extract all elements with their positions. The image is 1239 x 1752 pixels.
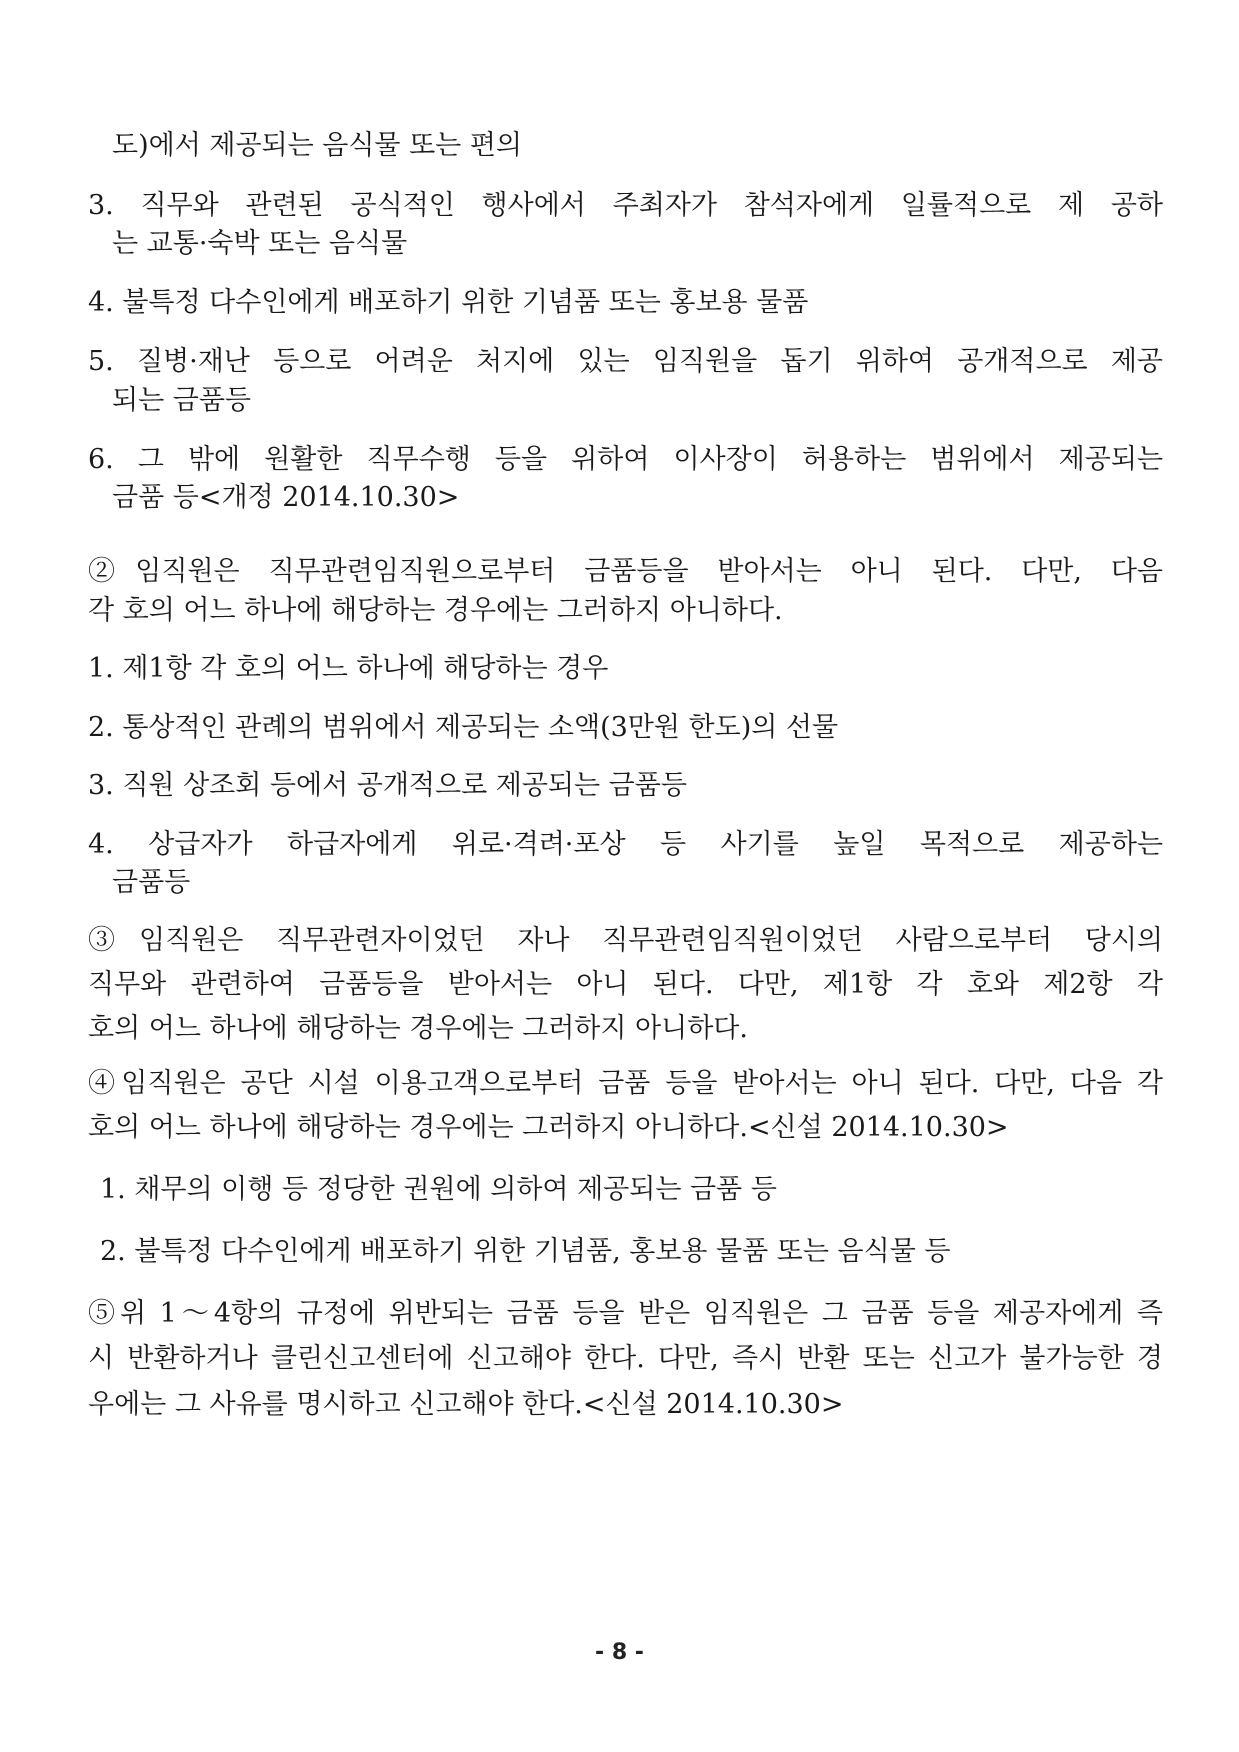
- paragraph-5: ⑤위 1～4항의 규정에 위반되는 금품 등을 받은 임직원은 그 금품 등을 제공자에게 즉: [88, 1298, 1163, 1329]
- list-item-4-2: 2. 불특정 다수인에게 배포하기 위한 기념품, 홍보용 물품 또는 음식물 등: [100, 1236, 951, 1267]
- text-line: 금품등: [112, 867, 191, 898]
- paragraph-2: ②임직원은 직무관련임직원으로부터 금품등을 받아서는 아니 된다. 다만, 다음: [88, 556, 1163, 587]
- text-line: 는 교통·숙박 또는 음식물: [112, 228, 408, 259]
- text-line: 도)에서 제공되는 음식물 또는 편의: [112, 130, 523, 161]
- text-line: 직무와 관련하여 금품등을 받아서는 아니 된다. 다만, 제1항 각 호와 제2항 각: [88, 969, 1163, 1000]
- list-item-1: 1. 제1항 각 호의 어느 하나에 해당하는 경우: [88, 653, 609, 684]
- list-item-5: 5. 질병·재난 등으로 어려운 처지에 있는 임직원을 돕기 위하여 공개적으로 제공: [88, 346, 1163, 377]
- text-line: 호의 어느 하나에 해당하는 경우에는 그러하지 아니하다.: [88, 1013, 748, 1044]
- text-line: 되는 금품등: [112, 385, 251, 416]
- list-item-2: 2. 통상적인 관례의 범위에서 제공되는 소액(3만원 한도)의 선물: [88, 712, 839, 743]
- list-item-3: 3. 직무와 관련된 공식적인 행사에서 주최자가 참석자에게 일률적으로 제 공하: [88, 190, 1163, 221]
- list-item-6: 6. 그 밖에 원활한 직무수행 등을 위하여 이사장이 허용하는 범위에서 제공되는: [88, 444, 1163, 475]
- list-item-4: 4. 불특정 다수인에게 배포하기 위한 기념품 또는 홍보용 물품: [88, 287, 809, 318]
- text-line: 호의 어느 하나에 해당하는 경우에는 그러하지 아니하다.<신설 2014.10.30>: [88, 1112, 1009, 1143]
- text-line: 각 호의 어느 하나에 해당하는 경우에는 그러하지 아니하다.: [88, 595, 783, 626]
- text-line: 시 반환하거나 클린신고센터에 신고해야 한다. 다만, 즉시 반환 또는 신고가 불가능한 경: [88, 1343, 1163, 1374]
- page-number: - 8 -: [595, 1640, 644, 1665]
- paragraph-3: ③임직원은 직무관련자이었던 자나 직무관련임직원이었던 사람으로부터 당시의: [88, 925, 1163, 956]
- text-line: 금품 등<개정 2014.10.30>: [112, 482, 460, 513]
- paragraph-4: ④임직원은 공단 시설 이용고객으로부터 금품 등을 받아서는 아니 된다. 다만, 다음 각: [88, 1068, 1163, 1099]
- text-line: 우에는 그 사유를 명시하고 신고해야 한다.<신설 2014.10.30>: [88, 1389, 844, 1420]
- list-item-4b: 4. 상급자가 하급자에게 위로·격려·포상 등 사기를 높일 목적으로 제공하는: [88, 829, 1163, 860]
- list-item-4-1: 1. 채무의 이행 등 정당한 권원에 의하여 제공되는 금품 등: [100, 1174, 777, 1205]
- list-item-3b: 3. 직원 상조회 등에서 공개적으로 제공되는 금품등: [88, 770, 687, 801]
